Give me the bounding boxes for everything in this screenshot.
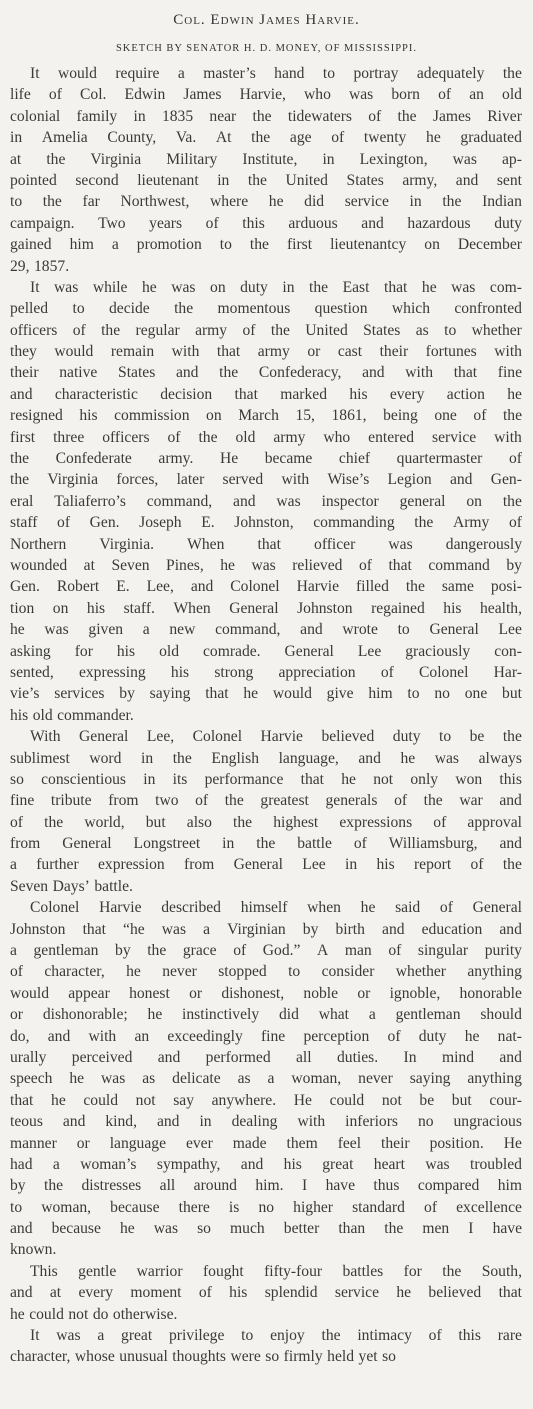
- text-line: do, and with an exceedingly fine perception of duty he nat-: [10, 1027, 522, 1045]
- text-line: colonial family in 1835 near the tidewaters of the James River: [10, 107, 522, 125]
- text-line: staff of Gen. Joseph E. Johnston, commanding the Army of: [10, 514, 522, 532]
- text-line: resigned his commission on March 15, 1861, being one of the: [10, 407, 522, 425]
- text-line: manner or language ever made them feel their position. He: [10, 1134, 522, 1152]
- text-line: he was given a new command, and wrote to General Lee: [10, 621, 522, 639]
- text-line: Seven Days’ battle.: [10, 877, 133, 895]
- article-title: Col. Edwin James Harvie.: [173, 12, 360, 28]
- text-line: they would remain with that army or cast their fortunes with: [10, 343, 522, 361]
- article-byline: SKETCH BY SENATOR H. D. MONEY, OF MISSISSIPPI.: [115, 43, 418, 54]
- text-line: of the world, but also the highest expressions of approval: [10, 813, 522, 831]
- text-line: asking for his old comrade. General Lee graciously con-: [10, 642, 522, 660]
- text-line: character, whose unusual thoughts were so firmly held yet so: [10, 1348, 396, 1366]
- text-line: his old commander.: [10, 706, 134, 724]
- text-line: would appear honest or dishonest, noble or ignoble, honorable: [10, 984, 522, 1002]
- text-line: and at every moment of his splendid service he believed that: [10, 1284, 522, 1302]
- text-line: pointed second lieutenant in the United States army, and sent: [10, 171, 522, 189]
- text-line: eral Taliaferro’s command, and was inspector general on the: [10, 492, 522, 510]
- text-line: to woman, because there is no higher standard of excellence: [10, 1198, 522, 1216]
- text-line: the Confederate army. He became chief quartermaster of: [10, 450, 522, 468]
- text-line: wounded at Seven Pines, he was relieved of that command by: [10, 556, 522, 574]
- text-line: officers of the regular army of the United States as to whether: [10, 321, 522, 339]
- text-line: Gen. Robert E. Lee, and Colonel Harvie filled the same posi-: [10, 578, 522, 596]
- text-line: a gentleman by the grace of God.” A man of singular purity: [10, 942, 522, 960]
- text-line: It would require a master’s hand to portray adequately the: [30, 65, 522, 82]
- text-line: pelled to decide the momentous question which confronted: [10, 300, 522, 318]
- text-line: known.: [10, 1241, 57, 1259]
- text-line: speech he was as delicate as a woman, never saying anything: [10, 1070, 522, 1088]
- text-line: and characteristic decision that marked his every action he: [10, 385, 522, 403]
- text-line: in Amelia County, Va. At the age of twenty he graduated: [10, 129, 522, 147]
- text-line: Northern Virginia. When that officer was dangerously: [10, 535, 522, 553]
- text-line: first three officers of the old army who entered service with: [10, 428, 522, 446]
- text-line: by the distresses all around him. I have thus compared him: [10, 1177, 522, 1195]
- text-line: or dishonorable; he instinctively did what a gentleman should: [10, 1006, 522, 1024]
- text-line: vie’s services by saying that he would give him to no one but: [10, 685, 522, 703]
- article-body: [10, 63, 522, 1368]
- text-line: With General Lee, Colonel Harvie believed duty to be the: [30, 728, 522, 746]
- text-line: gained him a promotion to the first lieutenantcy on December: [10, 236, 522, 254]
- text-line: at the Virginia Military Institute, in Lexington, was ap-: [10, 150, 522, 168]
- text-line: fine tribute from two of the greatest generals of the war and: [10, 792, 522, 810]
- text-line: a further expression from General Lee in his report of the: [10, 856, 522, 874]
- text-line: from General Longstreet in the battle of Williamsburg, and: [10, 835, 522, 853]
- text-line: the Virginia forces, later served with Wise’s Legion and Gen-: [10, 471, 522, 489]
- text-line: Johnston that “he was a Virginian by birth and education and: [10, 920, 522, 938]
- text-line: of character, he never stopped to consider whether anything: [10, 963, 522, 981]
- text-line: This gentle warrior fought fifty-four battles for the South,: [30, 1262, 522, 1280]
- text-line: so conscientious in its performance that he not only won this: [10, 770, 522, 788]
- text-line: It was a great privilege to enjoy the intimacy of this rare: [30, 1327, 522, 1345]
- text-line: to the far Northwest, where he did service in the Indian: [10, 193, 522, 211]
- text-line: and because he was so much better than the men I have: [10, 1220, 522, 1238]
- text-line: that he could not say anywhere. He could not be but cour-: [10, 1091, 522, 1109]
- text-line: their native States and the Confederacy, and with that fine: [10, 364, 522, 382]
- text-line: life of Col. Edwin James Harvie, who was born of an old: [10, 86, 522, 104]
- text-line: had a woman’s sympathy, and his great heart was troubled: [10, 1155, 522, 1173]
- text-line: he could not do otherwise.: [10, 1305, 178, 1323]
- text-line: Colonel Harvie described himself when he said of General: [30, 899, 522, 917]
- text-line: It was while he was on duty in the East that he was com-: [30, 278, 522, 296]
- text-line: sented, expressing his strong appreciation of Colonel Har-: [10, 663, 522, 681]
- text-line: campaign. Two years of this arduous and hazardous duty: [10, 214, 522, 232]
- text-line: tion on his staff. When General Johnston regained his health,: [10, 599, 522, 617]
- text-line: 29, 1857.: [10, 257, 70, 275]
- text-line: teous and kind, and in dealing with inferiors no ungracious: [10, 1113, 522, 1131]
- text-line: sublimest word in the English language, and he was always: [10, 749, 522, 767]
- text-line: urally perceived and performed all duties. In mind and: [10, 1048, 522, 1066]
